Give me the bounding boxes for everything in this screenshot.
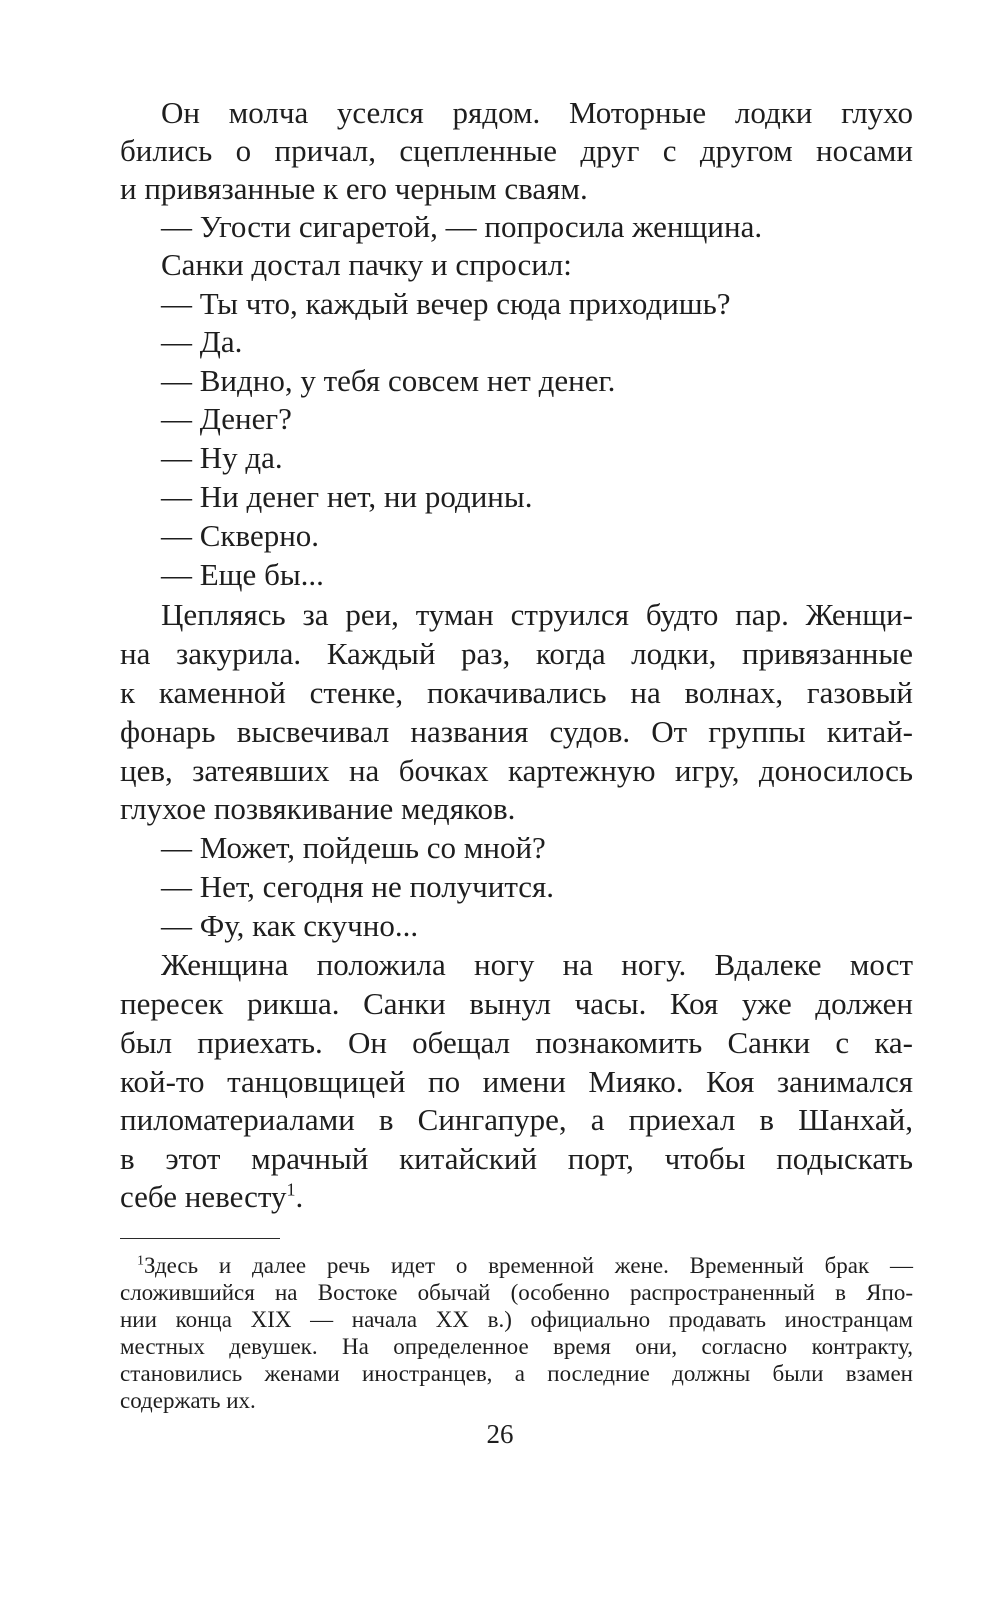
footnote-line: местных девушек. На определенное время они, согласно контракту,	[120, 1334, 913, 1359]
text-line: — Видно, у тебя совсем нет денег.	[161, 363, 616, 398]
text-line: был приехать. Он обещал познакомить Санки с ка-	[120, 1025, 913, 1060]
text-line: фонарь высвечивал названия судов. От группы китай-	[120, 714, 913, 749]
text-line: и привязанные к его черным сваям.	[120, 171, 588, 206]
footnote-line: становились женами иностранцев, а последние должны были взамен	[120, 1361, 913, 1386]
last-text-line	[120, 1178, 913, 1216]
text-line-segment: себе невесту	[120, 1179, 287, 1214]
footnote-line: содержать их.	[120, 1388, 256, 1413]
text-line: бились о причал, сцепленные друг с другом носами	[120, 133, 913, 168]
text-line: — Скверно.	[161, 518, 320, 553]
text-line: — Ни денег нет, ни родины.	[161, 479, 533, 514]
footnote-marker: 1	[137, 1253, 144, 1269]
text-line: — Может, пойдешь со мной?	[161, 830, 546, 865]
page-number: 26	[486, 1419, 514, 1449]
text-line: на закурила. Каждый раз, когда лодки, привязанные	[120, 636, 913, 671]
text-line: цев, затеявших на бочках картежную игру, доносилось	[120, 753, 913, 788]
text-line: — Да.	[161, 324, 243, 359]
text-line: пересек рикша. Санки вынул часы. Коя уже должен	[120, 986, 913, 1021]
text-line: Санки достал пачку и спросил:	[161, 247, 572, 282]
text-line: глухое позвякивание медяков.	[120, 791, 516, 826]
footnote-line	[137, 1252, 913, 1279]
footnote-line: сложившийся на Востоке обычай (особенно распространенный в Япо-	[120, 1280, 913, 1305]
text-line-end: .	[295, 1179, 304, 1214]
footnote-line: нии конца XIX — начала XX в.) официально продавать иностранцам	[120, 1307, 913, 1332]
text-line: — Еще бы...	[161, 557, 324, 592]
text-line: Женщина положила ногу на ногу. Вдалеке мост	[161, 947, 913, 982]
text-line: кой-то танцовщицей по имени Мияко. Коя занимался	[120, 1064, 913, 1099]
text-line: — Денег?	[161, 401, 292, 436]
text-line: Он молча уселся рядом. Моторные лодки глухо	[161, 95, 913, 130]
text-line: пиломатериалами в Сингапуре, а приехал в Шанхай,	[120, 1102, 913, 1137]
footnote-text: Здесь и далее речь идет о временной жене. Временный брак —	[144, 1253, 913, 1278]
text-line: — Ну да.	[161, 440, 283, 475]
text-line: к каменной стенке, покачивались на волнах, газовый	[120, 675, 913, 710]
text-line: — Угости сигаретой, — попросила женщина.	[161, 209, 763, 244]
footnote-divider	[120, 1238, 280, 1239]
text-line: — Фу, как скучно...	[161, 908, 419, 943]
text-line: — Ты что, каждый вечер сюда приходишь?	[161, 286, 731, 321]
footnote-reference: 1	[286, 1179, 296, 1200]
text-line: — Нет, сегодня не получится.	[161, 869, 555, 904]
text-line: Цепляясь за реи, туман струился будто пар. Женщи-	[161, 597, 913, 632]
text-line: в этот мрачный китайский порт, чтобы подыскать	[120, 1141, 913, 1176]
